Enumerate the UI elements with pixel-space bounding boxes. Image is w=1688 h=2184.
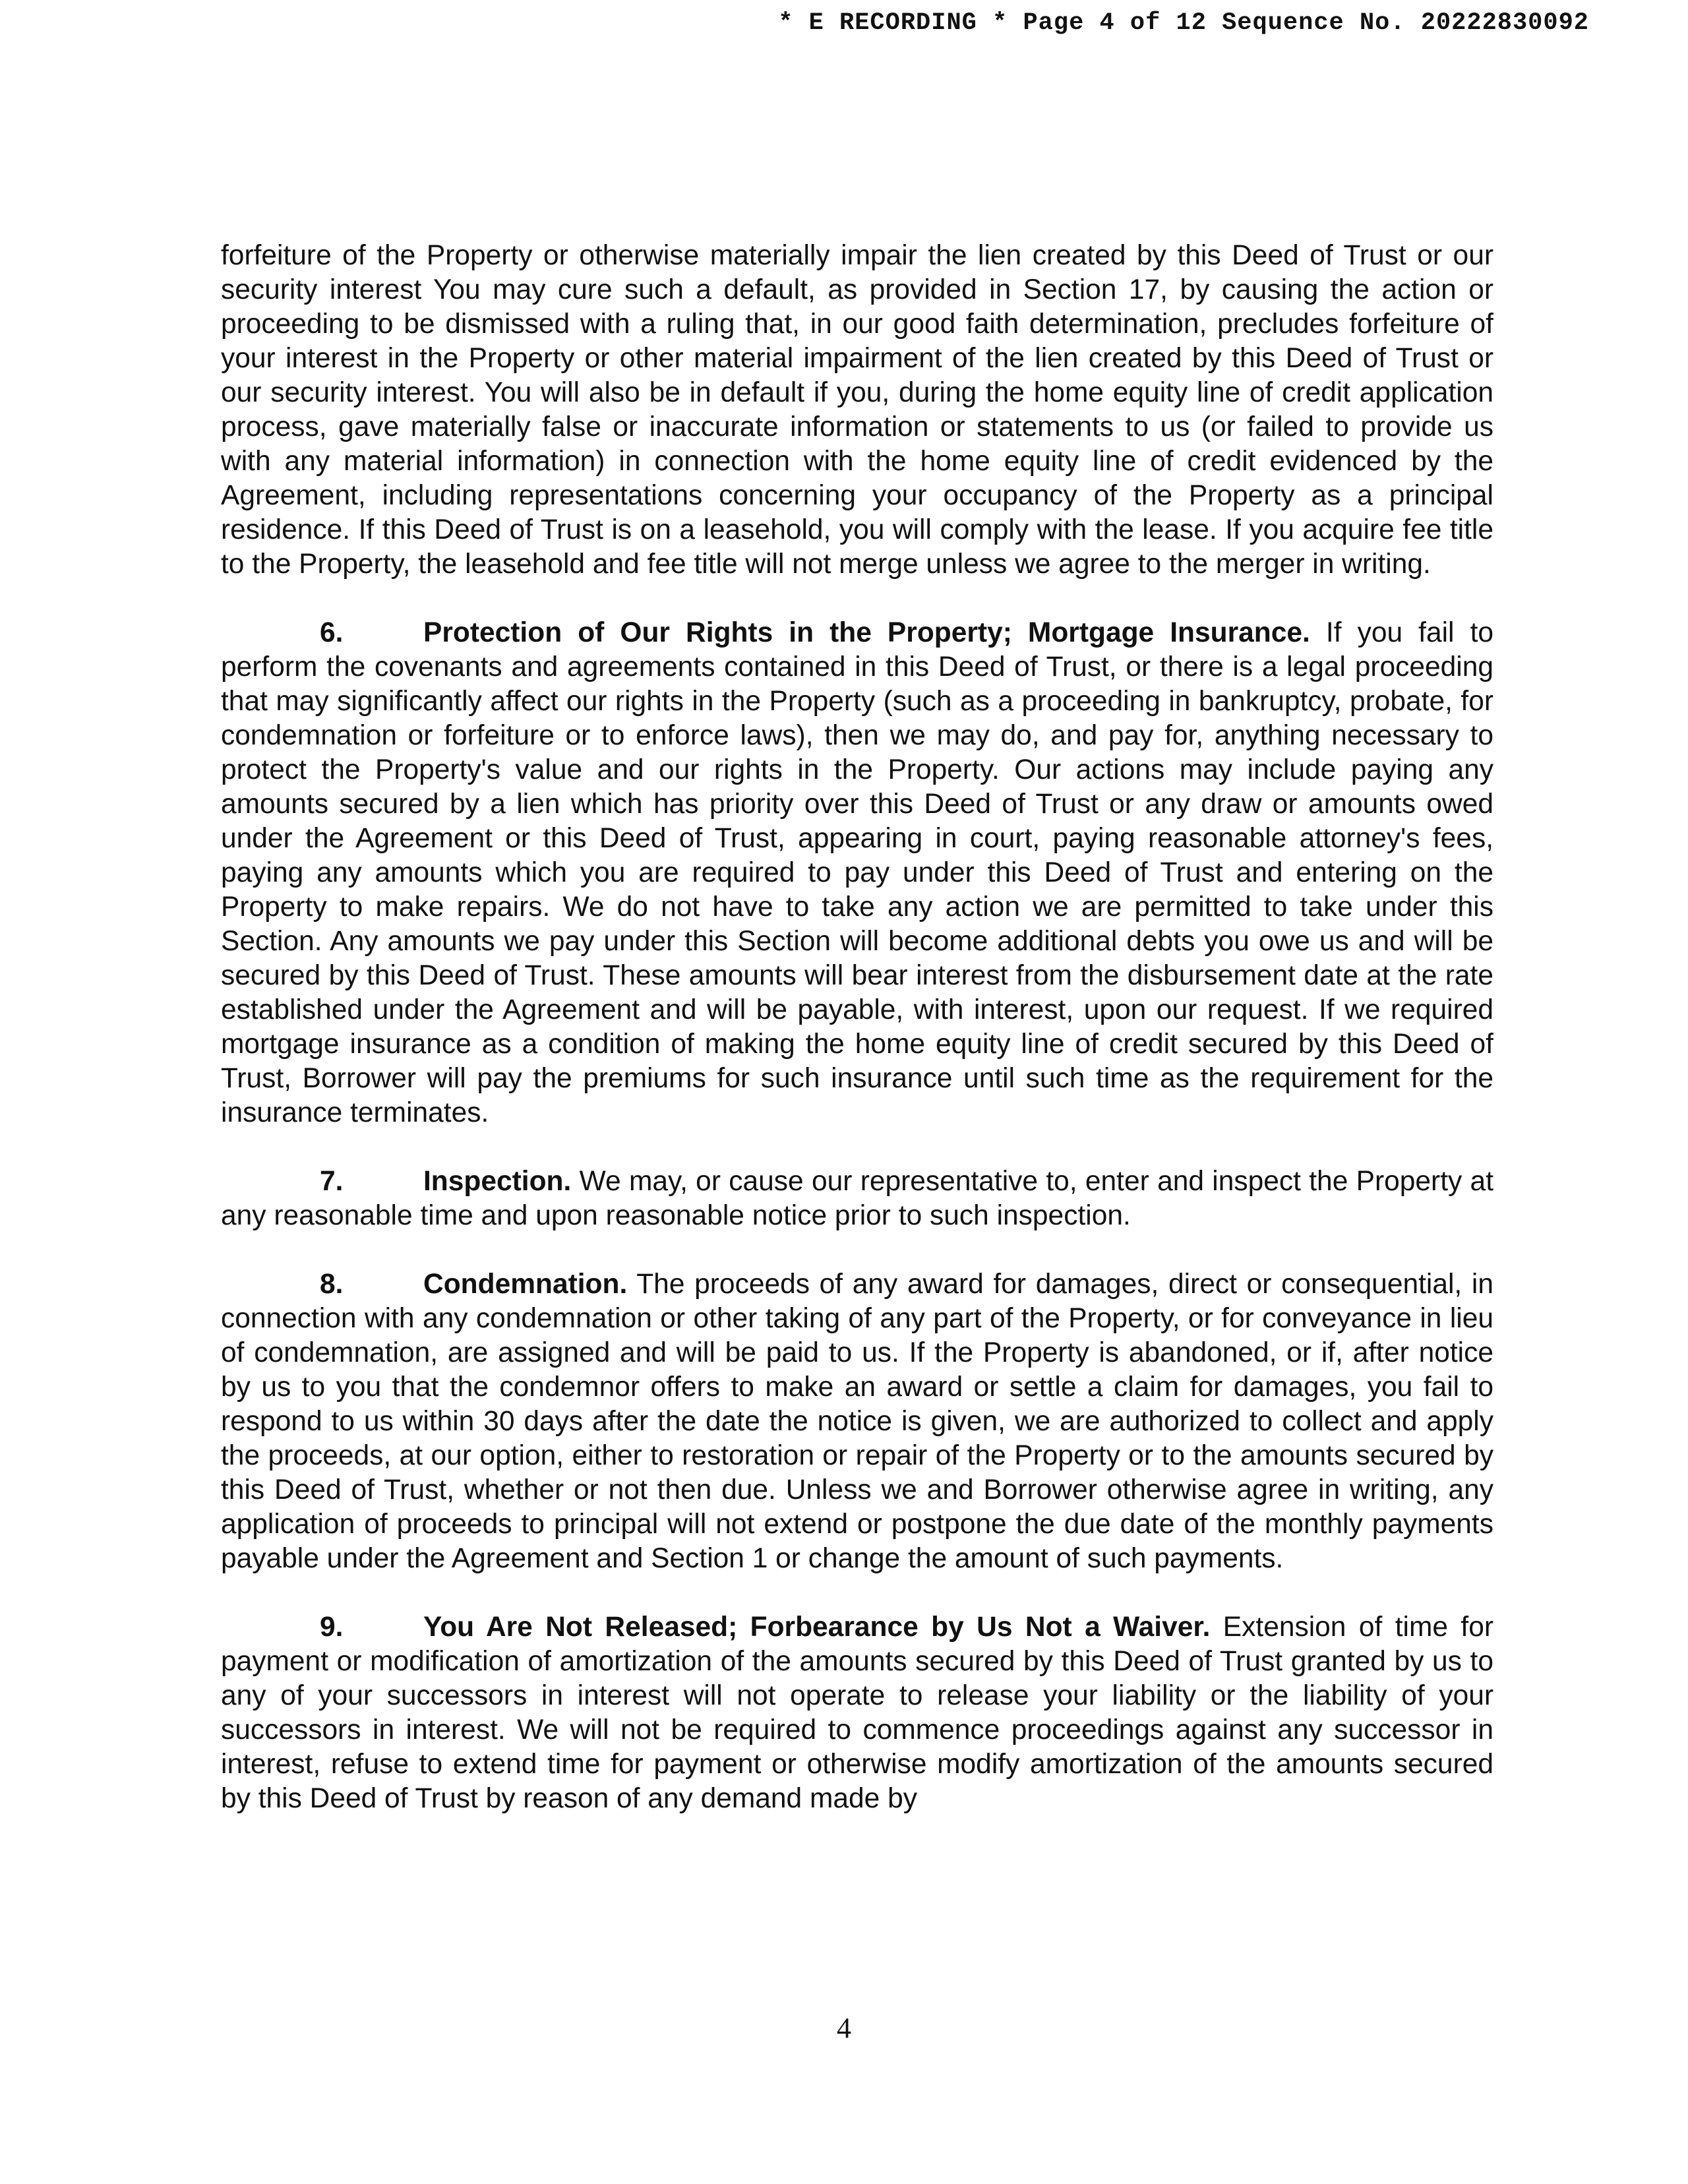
document-body bbox=[221, 239, 1493, 1850]
section-number: 7. bbox=[320, 1166, 344, 1197]
paragraph-continuation bbox=[221, 239, 1493, 582]
section-7-inspection bbox=[221, 1165, 1493, 1233]
section-9-not-released bbox=[221, 1610, 1493, 1816]
paragraph-text: If you fail to perform the covenants and agreements contained in this Deed of Trust, or there is a legal proceeding that may significantly affect our rights in the Property (such as a proceeding in bankruptcy, probate, for condemnation or forfeiture or to enforce laws), then we may do, and pay for, anything necessary to protect the Property's value and our rights in the Property. Our actions may include paying any amounts secured by a lien which has priority over this Deed of Trust or any draw or amounts owed under the Agreement or this Deed of Trust, appearing in court, paying reasonable attorney's fees, paying any amounts which you are required to pay under this Deed of Trust and entering on the Property to make repairs. We do not have to take any action we are permitted to take under this Section. Any amounts we pay under this Section will become additional debts you owe us and will be secured by this Deed of Trust. These amounts will bear interest from the disbursement date at the rate established under the Agreement and will be payable, with interest, upon our request. If we required mortgage insurance as a condition of making the home equity line of credit secured by this Deed of Trust, Borrower will pay the premiums for such insurance until such time as the requirement for the insurance terminates. bbox=[221, 617, 1494, 1128]
section-heading: Inspection. bbox=[423, 1166, 572, 1197]
section-number: 6. bbox=[320, 617, 344, 648]
section-8-condemnation bbox=[221, 1267, 1493, 1576]
section-heading: Condemnation. bbox=[423, 1269, 628, 1300]
section-number: 8. bbox=[320, 1269, 344, 1300]
section-heading: Protection of Our Rights in the Property; Mortgage Insurance. bbox=[423, 617, 1310, 648]
paragraph-text: forfeiture of the Property or otherwise materially impair the lien created by this Deed of Trust or our security interest You may cure such a default, as provided in Section 17, by causing the action or proceeding to be dismissed with a ruling that, in our good faith determination, precludes forfeiture of your interest in the Property or other material impairment of the lien created by this Deed of Trust or our security interest. You will also be in default if you, during the home equity line of credit application process, gave materially false or inaccurate information or statements to us (or failed to provide us with any material information) in connection with the home equity line of credit evidenced by the Agreement, including representations concerning your occupancy of the Property as a principal residence. If this Deed of Trust is on a leasehold, you will comply with the lease. If you acquire fee title to the Property, the leasehold and fee title will not merge unless we agree to the merger in writing. bbox=[221, 240, 1493, 580]
paragraph-text: Extension of time for payment or modification of amortization of the amounts secured by this Deed of Trust granted by us to any of your successors in interest will not operate to release your liability or the liability of your successors in interest. We will not be required to commence proceedings against any successor in interest, refuse to extend time for payment or otherwise modify amortization of the amounts secured by this Deed of Trust by reason of any demand made by bbox=[221, 1612, 1493, 1814]
recording-header: * E RECORDING * Page 4 of 12 Sequence No. 20222830092 bbox=[778, 9, 1589, 37]
section-heading: You Are Not Released; Forbearance by Us Not a Waiver. bbox=[423, 1612, 1211, 1643]
page-number: 4 bbox=[837, 2012, 851, 2044]
paragraph-text: We may, or cause our representative to, enter and inspect the Property at any reasonable time and upon reasonable notice prior to such inspection. bbox=[221, 1166, 1493, 1231]
section-6-protection-of-rights bbox=[221, 616, 1493, 1130]
section-number: 9. bbox=[320, 1612, 344, 1643]
paragraph-text: The proceeds of any award for damages, direct or consequential, in connection with any condemnation or other taking of any part of the Property, or for conveyance in lieu of condemnation, are assigned and will be paid to us. If the Property is abandoned, or if, after notice by us to you that the condemnor offers to make an award or settle a claim for damages, you fail to respond to us within 30 days after the date the notice is given, we are authorized to collect and apply the proceeds, at our option, either to restoration or repair of the Property or to the amounts secured by this Deed of Trust, whether or not then due. Unless we and Borrower otherwise agree in writing, any application of proceeds to principal will not extend or postpone the due date of the monthly payments payable under the Agreement and Section 1 or change the amount of such payments. bbox=[221, 1269, 1493, 1574]
